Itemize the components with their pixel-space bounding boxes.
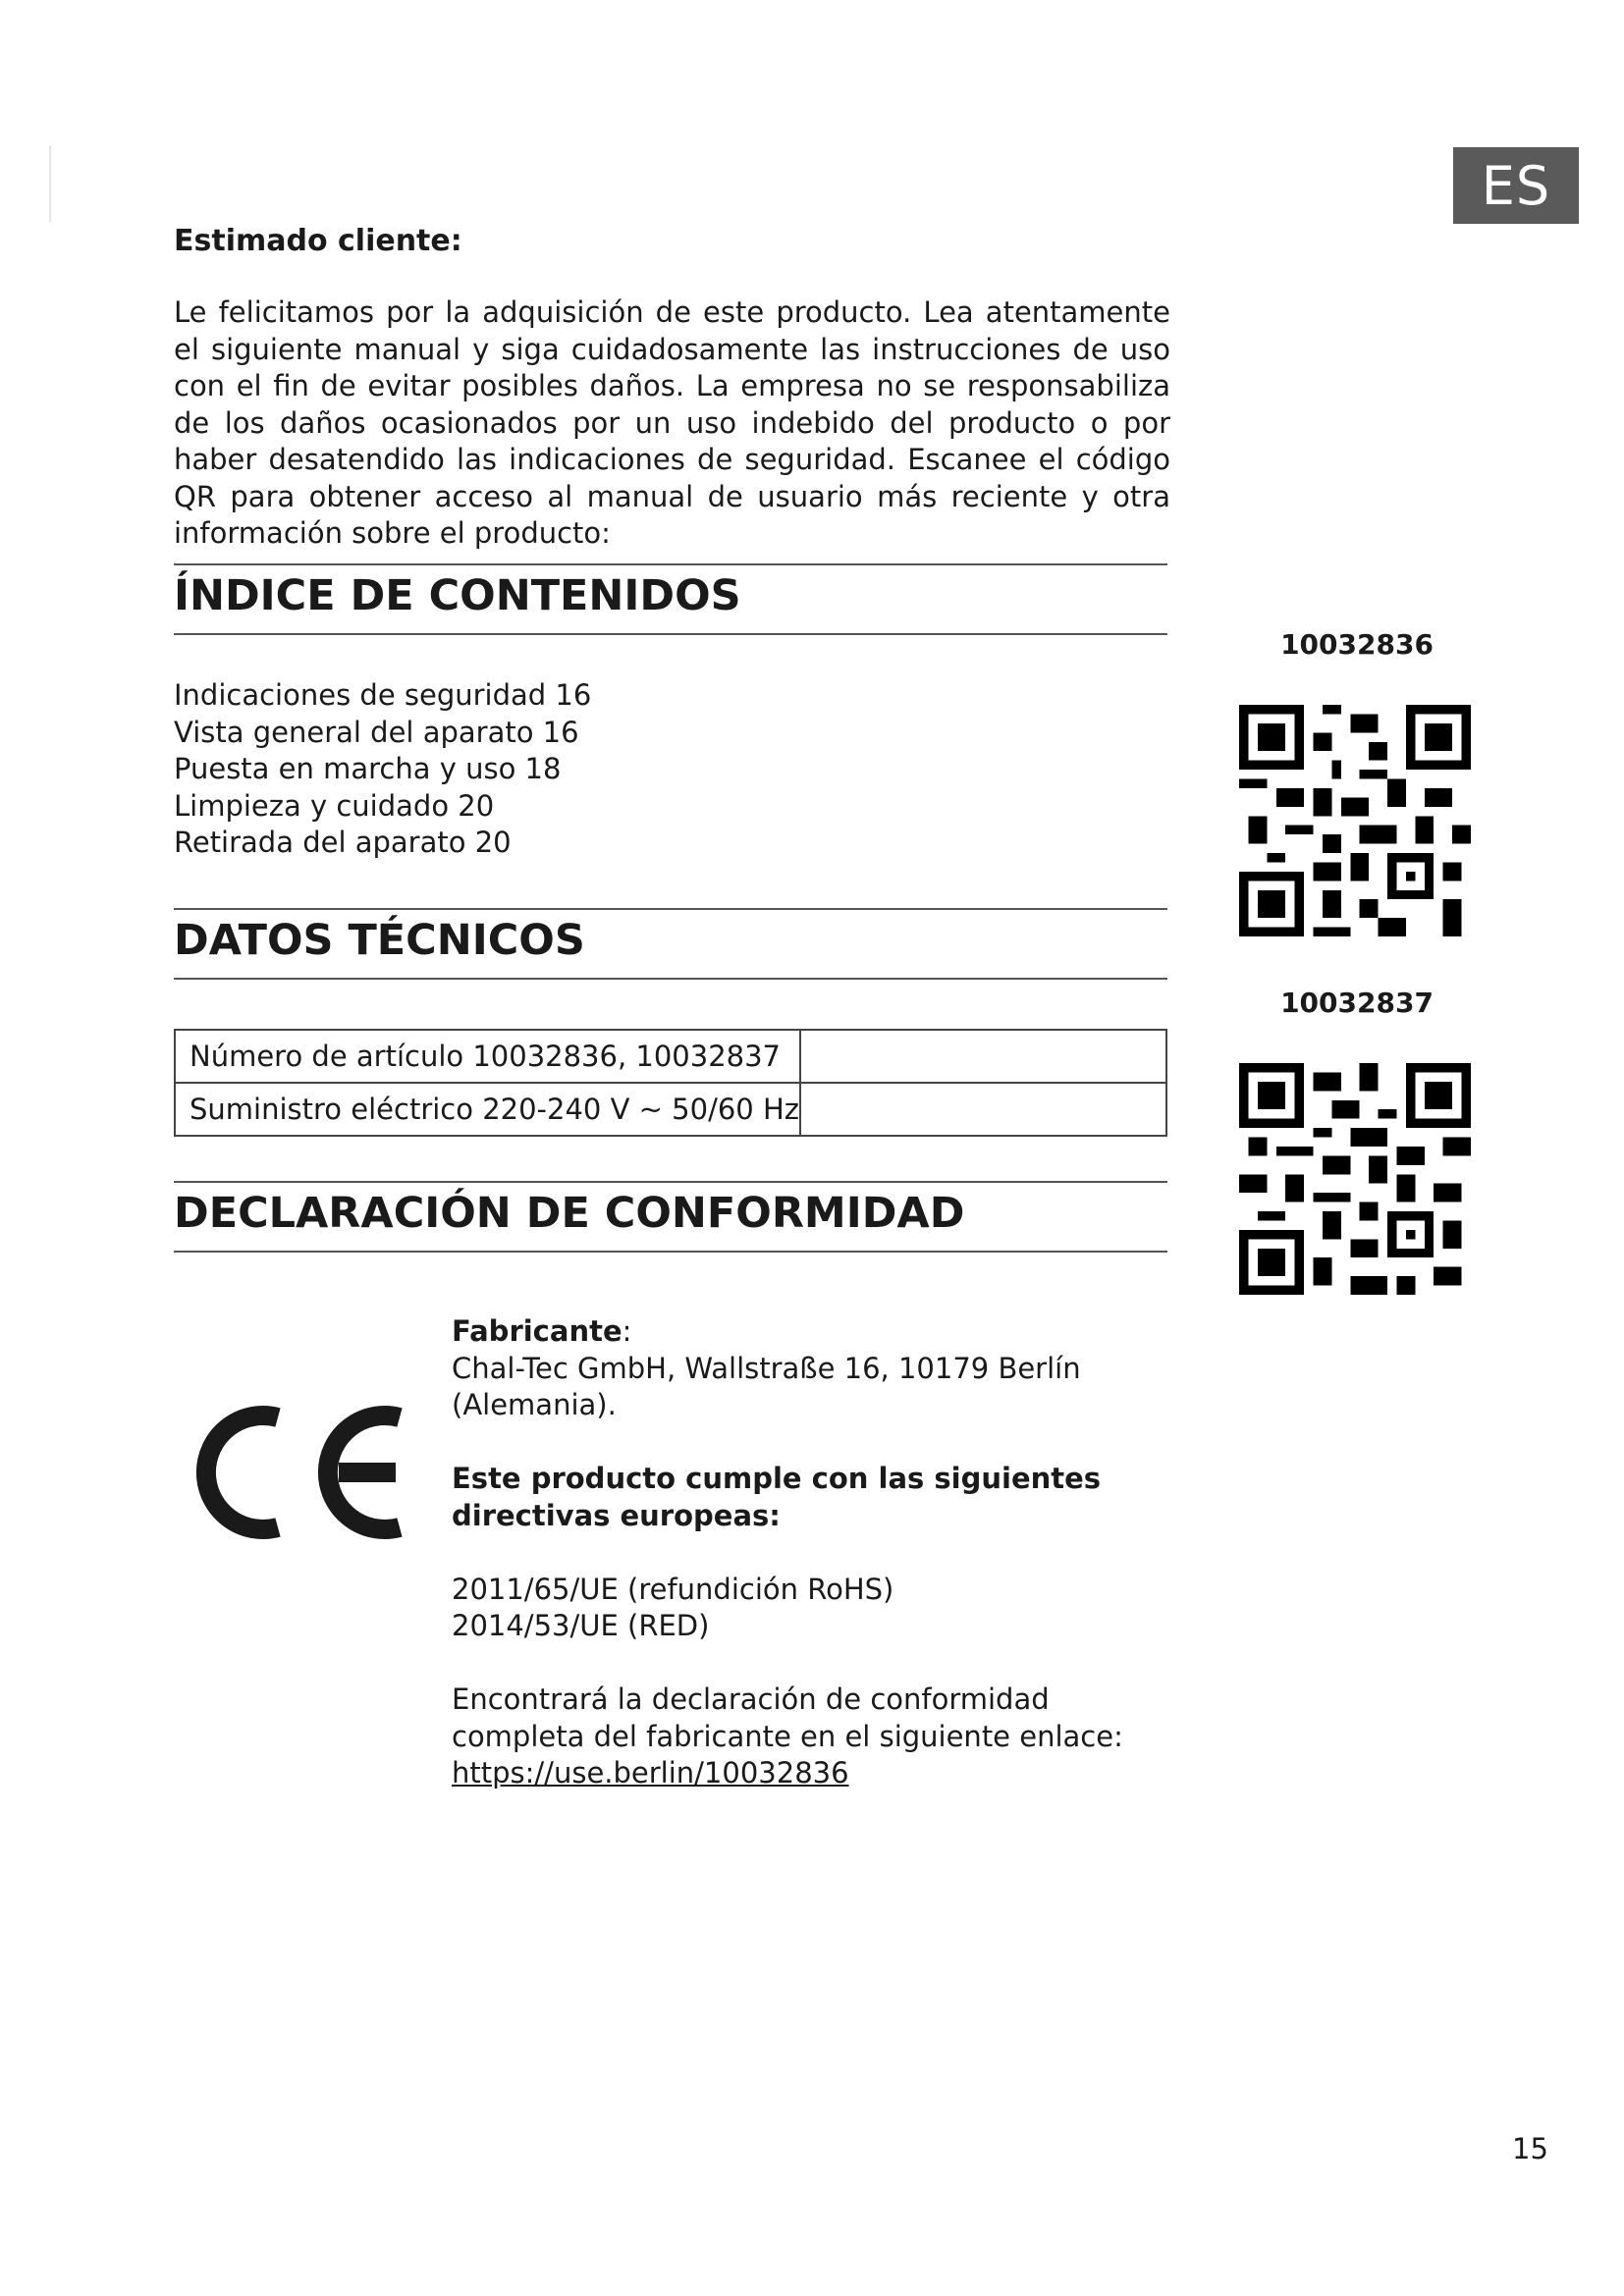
section-rule [174,1251,1167,1253]
declaration-title: DECLARACIÓN DE CONFORMIDAD [174,1189,965,1238]
section-rule [174,563,1167,565]
manufacturer-country: (Alemania). [452,1388,617,1421]
table-cell-empty [800,1030,1166,1083]
qr-label: 10032836 [1280,628,1434,661]
tech-table [174,1029,1167,1137]
directive-item: 2011/65/UE (refundición RoHS) [452,1572,894,1606]
ce-mark-icon [191,1394,417,1551]
toc-item[interactable]: Limpieza y cuidado 20 [174,788,495,823]
table-cell-value: 10032836, 10032837 [472,1040,781,1073]
manufacturer-label: Fabricante [452,1314,623,1348]
table-row [175,1083,1166,1136]
table-row [175,1030,1166,1083]
section-rule [174,908,1167,910]
directive-item: 2014/53/UE (RED) [452,1609,710,1642]
table-cell-empty [800,1083,1166,1136]
language-tab: ES [1453,147,1579,224]
declaration-link-text: Encontrará la declaración de conformidad completa del fabricante en el siguiente enlace: [452,1682,1123,1753]
toc-item[interactable]: Indicaciones de seguridad 16 [174,678,592,712]
page-number: 15 [1512,2132,1548,2165]
table-cell-label: Suministro eléctrico 220-240 V ~ 50/60 Hz [175,1083,800,1136]
tech-title: DATOS TÉCNICOS [174,916,585,965]
declaration-link[interactable]: https://use.berlin/10032836 [452,1756,849,1789]
section-rule [174,633,1167,635]
qr-code-icon[interactable] [1239,705,1471,936]
section-rule [174,1181,1167,1183]
declaration-body: Fabricante: Chal-Tec GmbH, Wallstraße 16, 10179 Berlín (Alemania). Este producto cumple con las siguientes directivas europeas: 2011/65/UE (refundición RoHS) 2014/53/UE (RED) Encontrará la declaración de conformidad completa del fabricante en el siguiente enlace: https://use.berlin/10032836 [452,1313,1178,1829]
greeting: Estimado cliente: [174,224,462,258]
directives-heading: Este producto cumple con las siguientes directivas europeas: [452,1462,1102,1532]
intro-paragraph: Le felicitamos por la adquisición de este producto. Lea atentamente el siguiente manual y siga cuidadosamente las instrucciones de uso con el fin de evitar posibles daños. La empresa no se responsabiliza de los daños ocasionados por un uso indebido del producto o por haber desatendido las indicaciones de seguridad. Escanee el código QR para obtener acceso al manual de usuario más reciente y otra información sobre el producto: [174,295,1170,550]
toc-item[interactable]: Retirada del aparato 20 [174,826,512,859]
manufacturer-address: Chal-Tec GmbH, Wallstraße 16, 10179 Berlín [452,1351,1081,1385]
toc-item[interactable]: Vista general del aparato 16 [174,715,579,749]
table-cell-value: 220-240 V ~ 50/60 Hz [482,1093,799,1126]
table-cell-label: Número de artículo 10032836, 10032837 [175,1030,800,1083]
margin-line [49,145,51,222]
qr-label: 10032837 [1280,987,1434,1019]
toc-title: ÍNDICE DE CONTENIDOS [174,571,741,620]
toc-item[interactable]: Puesta en marcha y uso 18 [174,752,562,785]
section-rule [174,978,1167,980]
toc-list [174,677,591,862]
qr-code-icon[interactable] [1239,1063,1471,1295]
